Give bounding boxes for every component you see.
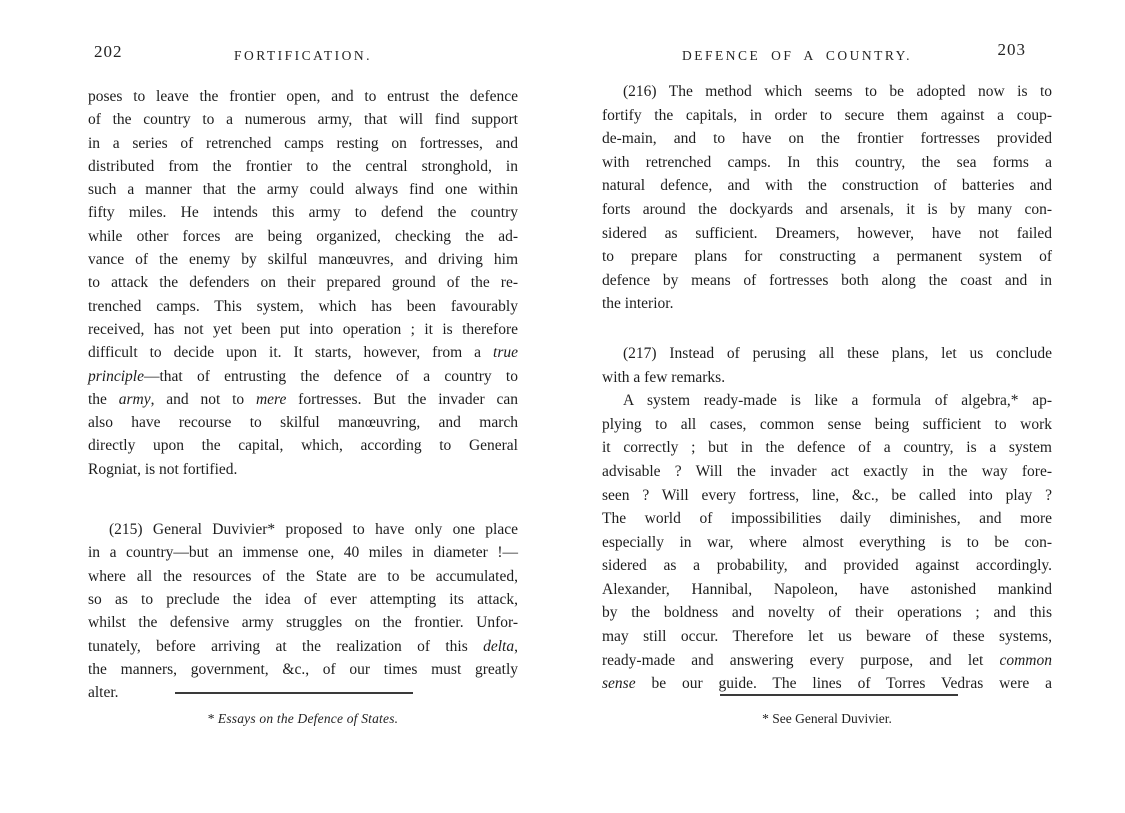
text-line: directly upon the capital, which, according to General <box>88 437 518 455</box>
text-line: the army, and not to mere fortresses. But the invader can <box>88 390 518 408</box>
footnote-rule-left <box>175 692 413 694</box>
text-line: de-main, and to have on the frontier fortresses provided <box>602 130 1052 148</box>
text-line: Rogniat, is not fortified. <box>88 460 238 478</box>
paragraph-continuation <box>88 85 518 481</box>
text-line: by the boldness and novelty of their operations ; and this <box>602 604 1052 622</box>
text-line: while other forces are being organized, checking the ad- <box>88 227 518 245</box>
text-line: The world of impossibilities daily diminishes, and more <box>602 510 1052 528</box>
text-line: (217) Instead of perusing all these plans, let us conclude <box>623 344 1052 362</box>
running-title-right: DEFENCE OF A COUNTRY. <box>681 48 913 63</box>
text-line: whilst the defensive army struggles on the frontier. Unfor- <box>88 614 518 632</box>
text-line: in a series of retrenched camps resting on fortresses, and <box>88 134 518 152</box>
text-line: so as to preclude the idea of ever attempting its attack, <box>88 590 518 608</box>
text-line: to attack the defenders on their prepared ground of the re- <box>88 274 518 292</box>
text-line: forts around the dockyards and arsenals, it is by many con- <box>602 200 1052 218</box>
text-line: difficult to decide upon it. It starts, however, from a true <box>88 344 518 362</box>
text-line: advisable ? Will the invader act exactly in the way fore- <box>602 462 1052 480</box>
text-line: poses to leave the frontier open, and to entrust the defence <box>88 88 518 105</box>
paragraph-217-remarks <box>602 389 1052 696</box>
text-line: (215) General Duvivier* proposed to have only one place <box>109 521 518 539</box>
text-line: it correctly ; but in the defence of a country, is a system <box>602 439 1052 457</box>
text-line: seen ? Will every fortress, line, &c., be called into play ? <box>602 486 1052 504</box>
text-line: sidered as a probability, and provided against accordingly. <box>602 557 1052 575</box>
text-line: natural defence, and with the construction of batteries and <box>602 177 1052 195</box>
text-line: the interior. <box>602 295 674 313</box>
text-line: trenched camps. This system, which has been favourably <box>88 297 518 315</box>
text-line: defence by means of fortresses both along the coast and in <box>602 271 1052 289</box>
text-line: of the country to a numerous army, that will find support <box>88 111 518 129</box>
paragraph-216 <box>602 80 1052 316</box>
text-line: plying to all cases, common sense being sufficient to work <box>602 415 1052 433</box>
text-line: sense be our guide. The lines of Torres Vedras were a <box>602 675 1052 693</box>
left-page <box>88 40 518 800</box>
text-line: distributed from the frontier to the central stronghold, in <box>88 157 518 175</box>
text-line: received, has not yet been put into operation ; it is therefore <box>88 320 518 338</box>
text-line: sidered as sufficient. Dreamers, however, have not failed <box>602 224 1052 242</box>
text-line: where all the resources of the State are to be accumulated, <box>88 567 518 585</box>
text-line: also have recourse to skilful manœuvring, and march <box>88 414 518 432</box>
page-number-right: 203 <box>997 40 1026 59</box>
running-title-left: FORTIFICATION. <box>233 48 373 63</box>
text-line: the manners, government, &c., of our times must greatly <box>88 660 518 678</box>
left-page-body <box>88 85 518 704</box>
text-line: with retrenched camps. In this country, the sea forms a <box>602 153 1052 171</box>
paragraph-217-intro <box>602 342 1052 389</box>
text-line: Alexander, Hannibal, Napoleon, have astonished mankind <box>602 580 1052 598</box>
left-page-header <box>88 40 518 66</box>
footnote-left: * Essays on the Defence of States. <box>207 711 399 726</box>
page-number-left: 202 <box>94 42 123 61</box>
text-line: fortify the capitals, in order to secure them against a coup- <box>602 106 1052 124</box>
text-line: A system ready-made is like a formula of algebra,* ap- <box>623 392 1052 410</box>
right-page-body <box>602 80 1052 696</box>
text-line: especially in war, where almost everything is to be con- <box>602 533 1052 551</box>
text-line: such a manner that the army could always find one within <box>88 181 518 199</box>
text-line: in a country—but an immense one, 40 miles in diameter !— <box>88 544 518 562</box>
text-line: with a few remarks. <box>602 368 726 386</box>
text-line: alter. <box>88 684 119 702</box>
text-line: (216) The method which seems to be adopted now is to <box>623 83 1052 100</box>
footnote-right: * See General Duvivier. <box>762 711 892 726</box>
right-page <box>602 40 1052 800</box>
text-line: principle—that of entrusting the defence of a country to <box>88 367 518 385</box>
right-page-header <box>602 40 1052 66</box>
text-line: to prepare plans for constructing a permanent system of <box>602 248 1052 266</box>
paragraph-215 <box>88 518 518 704</box>
text-line: may still occur. Therefore let us beware of these systems, <box>602 628 1052 646</box>
text-line: fifty miles. He intends this army to defend the country <box>88 204 518 222</box>
text-line: tunately, before arriving at the realization of this delta, <box>88 637 518 655</box>
text-line: vance of the enemy by skilful manœuvres, and driving him <box>88 251 518 269</box>
footnote-rule-right <box>720 694 958 696</box>
text-line: ready-made and answering every purpose, and let common <box>602 651 1052 669</box>
